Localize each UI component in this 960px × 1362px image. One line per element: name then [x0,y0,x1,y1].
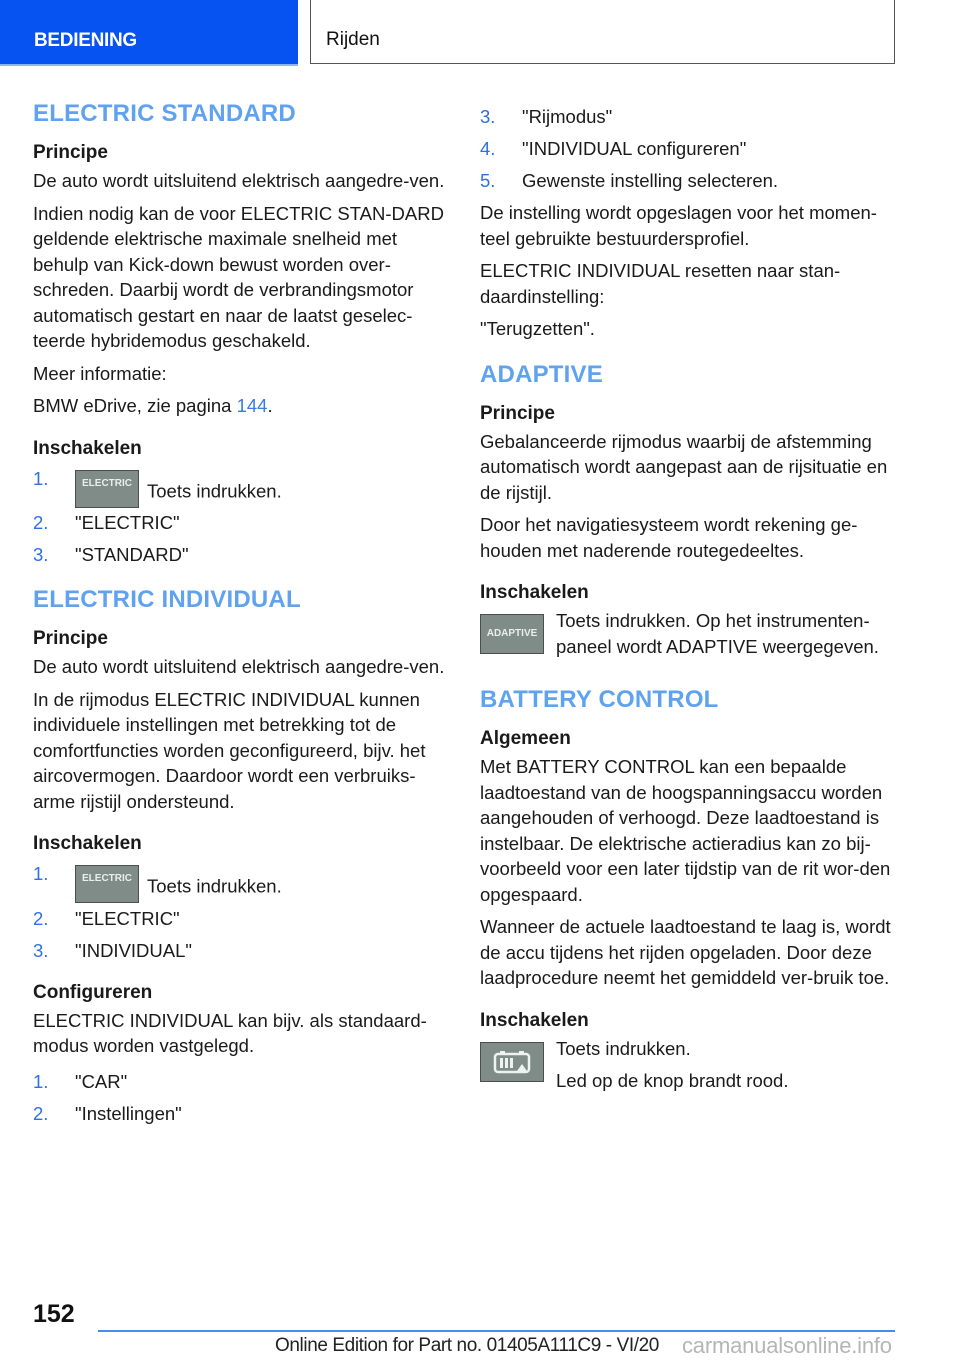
edition-text: Online Edition for Part no. 01405A111C9 - VI/20 [275,1335,659,1356]
paragraph: De auto wordt uitsluitend elektrisch aangedre-ven. [33,656,445,677]
left-column [33,100,448,1133]
step-text: Toets indrukken. [147,480,282,501]
watermark: carmanualsonline.info [682,1333,892,1358]
subheading-principe: Principe [33,628,108,649]
chapter-box [310,0,895,64]
config-steps-list [33,1069,448,1127]
step-number: 2. [33,907,49,929]
step-text: "INDIVIDUAL" [75,939,192,961]
right-column [480,100,895,1108]
paragraph: Wanneer de actuele laadtoestand te laag is, wordt de accu tijdens het rijden opgeladen. Door deze laadprocedure neemt het gemiddeld ver-bruik toe. [480,916,891,988]
section-underline [0,64,298,66]
list-item [33,861,448,899]
subheading-principe: Principe [480,402,555,424]
paragraph: ELECTRIC INDIVIDUAL resetten naar stan-daardinstelling: [480,260,841,307]
subheading-inschakelen: Inschakelen [33,833,142,854]
step-number: 1. [33,467,49,489]
step-number: 1. [33,1070,49,1092]
paragraph: De auto wordt uitsluitend elektrisch aangedre-ven. [33,170,445,191]
paragraph: Door het navigatiesysteem wordt rekening ge-houden met naderende routegedeeltes. [480,514,858,561]
subheading-configureren: Configureren [33,981,153,1003]
step-number: 5. [480,170,496,191]
electric-button-icon: ELECTRIC [75,470,139,508]
step-text: Toets indrukken. [147,875,282,897]
battery-instruction [480,1036,895,1101]
paragraph: Meer informatie: [33,362,167,384]
step-text: Gewenste instelling selecteren. [522,170,779,191]
adaptive-button-icon: ADAPTIVE [480,614,544,654]
list-item [33,542,448,568]
section-title: BEDIENING [34,30,137,51]
chapter-title: Rijden [326,29,380,50]
steps-list [33,861,448,963]
paragraph: Met BATTERY CONTROL kan een bepaalde laadtoestand van de hoogspanningsaccu worden aangehouden of verhoogd. Deze laadtoestand is instelbaar. De elektrische actieradius kan zo bij-voorbeeld voor een later tijdstip van de rit wor-den opgespaard. [480,756,891,905]
step-text: "INDIVIDUAL configureren" [522,138,747,159]
paragraph: Toets indrukken. Op het instrumenten-paneel wordt ADAPTIVE weergegeven. [556,610,879,657]
paragraph: De instelling wordt opgeslagen voor het momen-teel gebruikte bestuurdersprofiel. [480,202,877,249]
step-number: 3. [33,544,49,565]
step-number: 2. [33,512,49,533]
step-number: 2. [33,1102,49,1124]
step-number: 1. [33,863,49,884]
list-item [33,906,448,932]
list-item [33,938,448,964]
step-text: "STANDARD" [75,544,189,565]
step-number: 3. [480,106,496,127]
step-text: "Rijmodus" [522,106,613,127]
list-item [480,168,895,194]
reference-suffix: . [267,395,273,416]
paragraph: "Terugzetten". [480,318,595,339]
adaptive-instruction [480,608,895,659]
list-item [480,136,895,162]
battery-control-button-icon [480,1042,544,1082]
subheading-inschakelen: Inschakelen [480,582,589,603]
list-item [480,104,895,130]
battery-instruction-text [556,1036,788,1101]
heading-adaptive: ADAPTIVE [480,360,603,388]
paragraph: In de rijmodus ELECTRIC INDIVIDUAL kunnen individuele instellingen met betrekking tot de comfortfuncties worden geconfigureerd, bijv. het aircovermogen. Daardoor wordt een verbruiks-arme rijstijl ondersteund. [33,688,426,812]
subheading-inschakelen: Inschakelen [480,1009,589,1031]
list-item [33,1069,448,1095]
list-item [33,466,448,504]
section-tab [0,0,298,64]
subheading-algemeen: Algemeen [480,728,571,749]
step-text: "Instellingen" [75,1102,182,1124]
heading-battery-control: BATTERY CONTROL [480,686,719,713]
step-text: "ELECTRIC" [75,512,180,533]
list-item [33,1101,448,1127]
paragraph: Indien nodig kan de voor ELECTRIC STAN-DARD geldende elektrische maximale snelheid met behulp van Kick-down bewust worden over-schreden. Daarbij wordt de verbrandingsmotor automatisch gestart en naar de laatst geselec-teerde hybridemodus geschakeld. [33,202,444,351]
page-link[interactable]: 144 [236,395,268,416]
steps-list [33,466,448,568]
battery-icon [492,1049,532,1075]
electric-button-icon: ELECTRIC [75,865,139,903]
paragraph: Led op de knop brandt rood. [556,1070,789,1091]
heading-electric-individual: ELECTRIC INDIVIDUAL [33,586,301,613]
list-item [33,510,448,536]
subheading-inschakelen: Inschakelen [33,437,142,459]
step-text: "ELECTRIC" [75,907,180,929]
page-number: 152 [33,1300,75,1328]
paragraph: Gebalanceerde rijmodus waarbij de afstemming automatisch wordt aangepast aan de rijsituatie en de rijstijl. [480,430,888,503]
step-number: 4. [480,138,496,159]
subheading-principe: Principe [33,142,108,163]
footer-rule [98,1330,895,1332]
heading-electric-standard: ELECTRIC STANDARD [33,100,296,127]
paragraph: ELECTRIC INDIVIDUAL kan bijv. als standaard-modus worden vastgelegd. [33,1009,427,1056]
paragraph: Toets indrukken. [556,1037,691,1059]
config-steps-continued [480,104,895,194]
step-text: "CAR" [75,1070,128,1092]
step-number: 3. [33,939,49,961]
paragraph-reference [33,393,448,419]
reference-text: BMW eDrive, zie pagina [33,395,237,416]
